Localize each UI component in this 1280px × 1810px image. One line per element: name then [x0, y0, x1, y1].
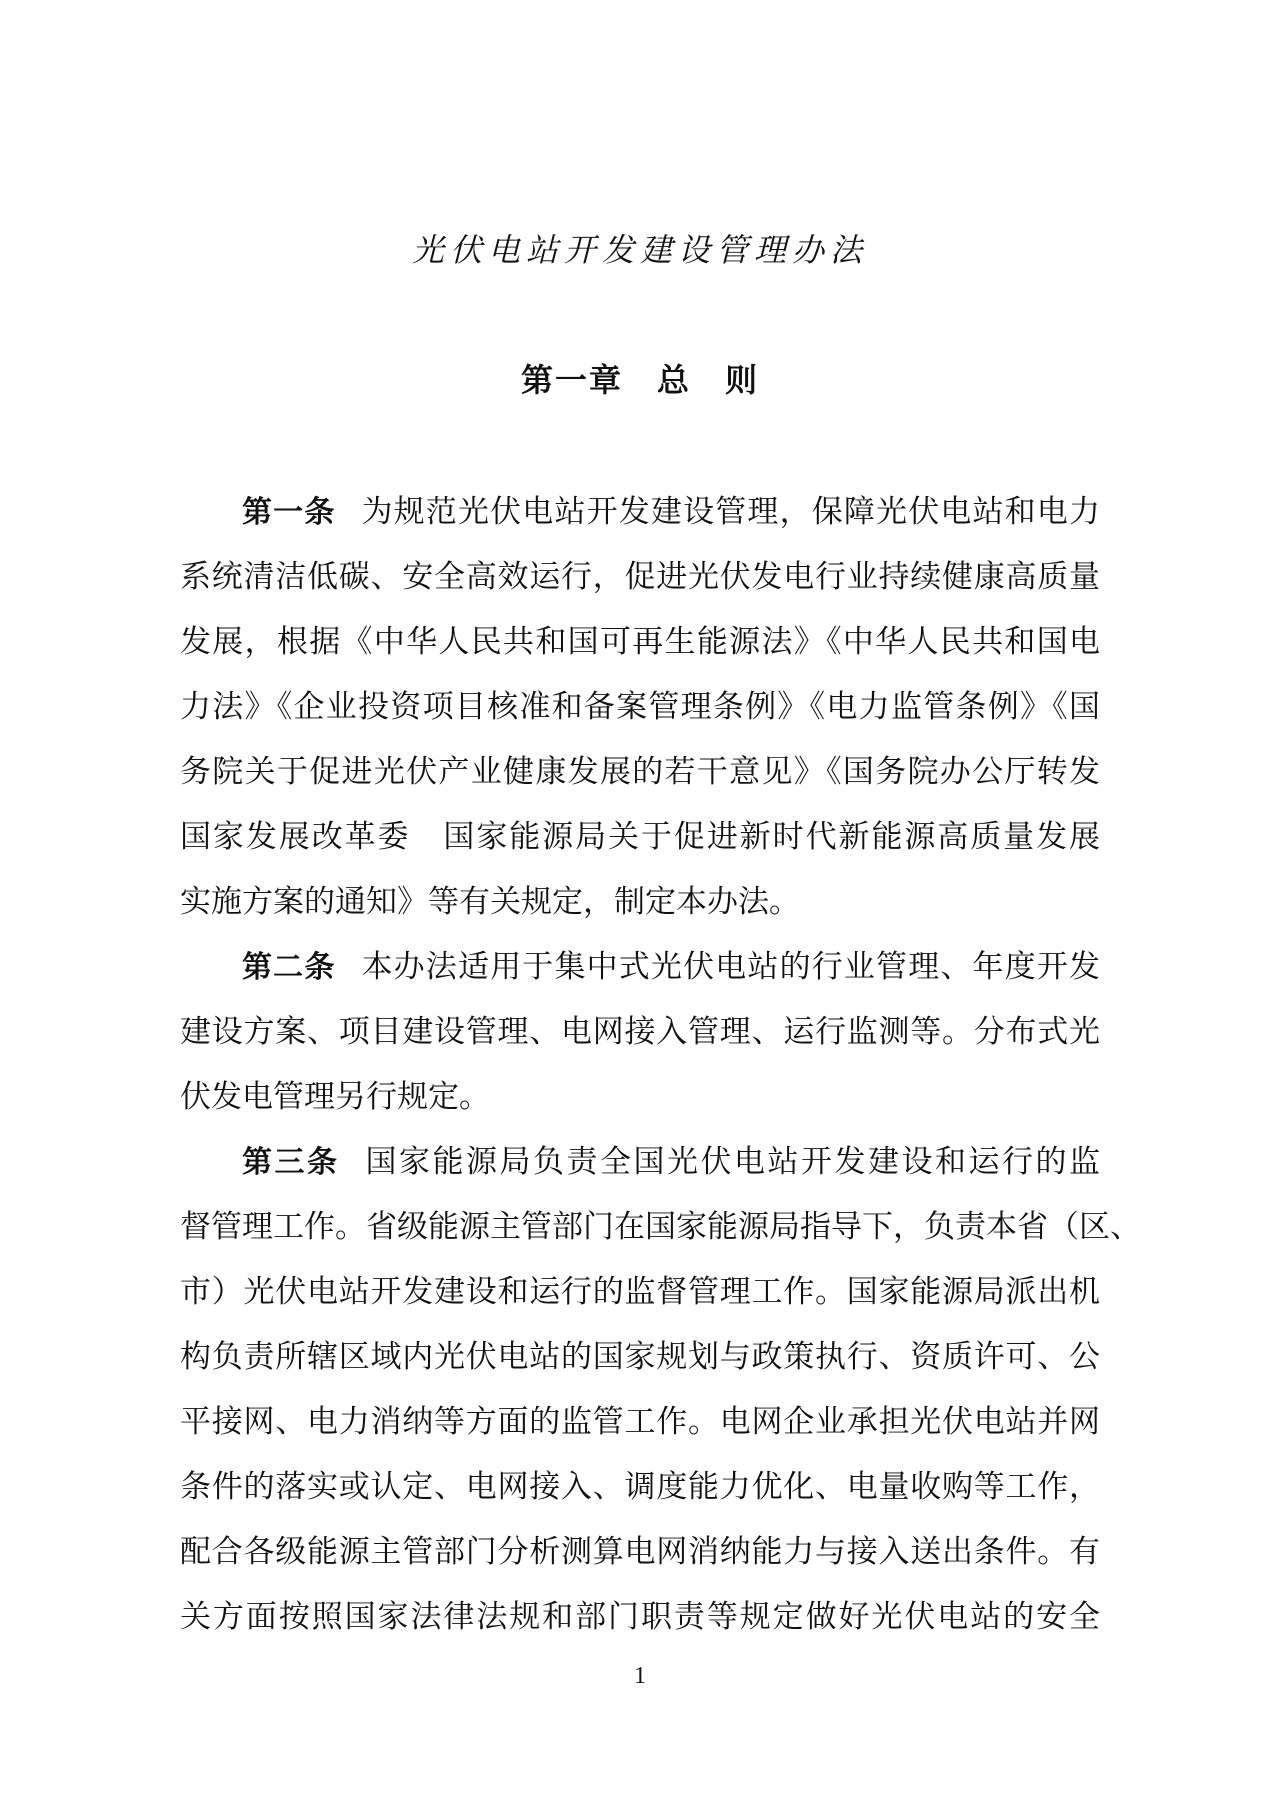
- article-3-line-1: [180, 1130, 1100, 1195]
- article-label: 第一条: [242, 495, 336, 530]
- article-text: 国家能源局负责全国光伏电站开发建设和运行的监: [365, 1144, 1100, 1180]
- article-3-line: 关方面按照国家法律法规和部门职责等规定做好光伏电站的安全: [180, 1599, 1100, 1635]
- article-1-line-1: [180, 480, 1100, 545]
- article-1-line: 实施方案的通知》等有关规定，制定本办法。: [180, 884, 800, 920]
- article-2-line: 建设方案、项目建设管理、电网接入管理、运行监测等。分布式光: [180, 1014, 1100, 1050]
- article-label: 第三条: [242, 1145, 340, 1180]
- article-text: 本办法适用于集中式光伏电站的行业管理、年度开发: [361, 949, 1101, 985]
- article-3-line: 构负责所辖区域内光伏电站的国家规划与政策执行、资质许可、公: [180, 1339, 1100, 1375]
- article-3-line: 条件的落实或认定、电网接入、调度能力优化、电量收购等工作，: [180, 1469, 1100, 1505]
- article-2-line: 伏发电管理另行规定。: [180, 1079, 490, 1115]
- article-1-line: 系统清洁低碳、安全高效运行，促进光伏发电行业持续健康高质量: [180, 559, 1100, 595]
- article-1-line: 务院关于促进光伏产业健康发展的若干意见》《国务院办公厅转发: [180, 754, 1100, 790]
- chapter-heading: 第一章 总 则: [520, 361, 759, 399]
- article-3-line: 市）光伏电站开发建设和运行的监督管理工作。国家能源局派出机: [180, 1274, 1100, 1310]
- article-3-line: 配合各级能源主管部门分析测算电网消纳能力与接入送出条件。有: [180, 1534, 1100, 1570]
- article-1-line: 国家发展改革委 国家能源局关于促进新时代新能源高质量发展: [180, 819, 1100, 855]
- article-label: 第二条: [242, 950, 336, 985]
- document-body: [180, 480, 1141, 1650]
- page-number: 1: [634, 1663, 646, 1689]
- document-title: 光伏电站开发建设管理办法: [411, 231, 868, 269]
- article-1-line: 力法》《企业投资项目核准和备案管理条例》《电力监管条例》《国: [180, 689, 1100, 725]
- article-1-line: 发展，根据《中华人民共和国可再生能源法》《中华人民共和国电: [180, 624, 1100, 660]
- article-2-line-1: [180, 935, 1100, 1000]
- article-text: 为规范光伏电站开发建设管理，保障光伏电站和电力: [361, 494, 1101, 530]
- article-3-line: 督管理工作。省级能源主管部门在国家能源局指导下，负责本省（区、: [180, 1209, 1141, 1245]
- article-3-line: 平接网、电力消纳等方面的监管工作。电网企业承担光伏电站并网: [180, 1404, 1100, 1440]
